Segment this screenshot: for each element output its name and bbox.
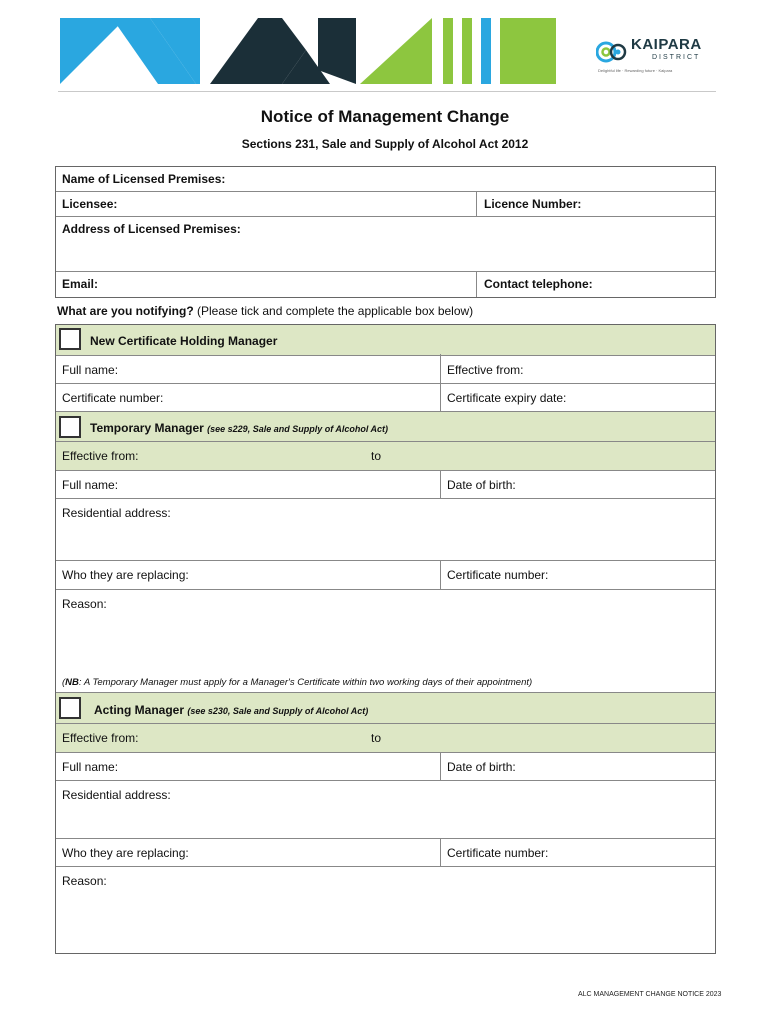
divider — [56, 470, 715, 471]
page-title: Notice of Management Change — [260, 107, 510, 126]
nb-text: : A Temporary Manager must apply for a Manager's Certificate within two working days of their appointment) — [78, 677, 533, 688]
logo-tagline: Delightful life · Rewarding future · Kaipara — [598, 68, 673, 73]
acting-dob-field[interactable]: Date of birth: — [447, 760, 516, 774]
acting-replacing-field[interactable]: Who they are replacing: — [62, 846, 189, 860]
notify-instruction: (Please tick and complete the applicable box below) — [197, 304, 474, 318]
new-manager-effective-from-field[interactable]: Effective from: — [447, 363, 524, 377]
email-field[interactable]: Email: — [62, 277, 99, 291]
temporary-certificate-number-field[interactable]: Certificate number: — [447, 568, 549, 582]
contact-telephone-field[interactable]: Contact telephone: — [484, 277, 593, 291]
temporary-replacing-field[interactable]: Who they are replacing: — [62, 568, 189, 582]
divider — [56, 866, 715, 867]
acting-certificate-number-field[interactable]: Certificate number: — [447, 846, 549, 860]
divider — [56, 441, 715, 442]
temporary-effective-from-field[interactable]: Effective from: — [62, 449, 139, 463]
acting-manager-title: Acting Manager — [94, 703, 185, 717]
section-title-acting-manager — [94, 703, 368, 717]
new-manager-checkbox[interactable] — [59, 328, 81, 350]
premises-address-field[interactable]: Address of Licensed Premises: — [62, 222, 241, 236]
acting-to-field[interactable]: to — [371, 731, 382, 745]
licence-number-field[interactable]: Licence Number: — [484, 197, 582, 211]
header-banner — [0, 0, 770, 92]
notify-prompt — [57, 304, 473, 318]
acting-full-name-field[interactable]: Full name: — [62, 760, 119, 774]
acting-manager-note: (see s230, Sale and Supply of Alcohol Act) — [187, 706, 369, 716]
section-title-temporary-manager — [90, 421, 388, 435]
temporary-manager-note-text: (NB: A Temporary Manager must apply for a Manager's Certificate within two working days of their appointment) — [62, 677, 533, 688]
notify-question: What are you notifying? — [57, 304, 194, 318]
divider — [56, 589, 715, 590]
divider — [56, 383, 715, 384]
acting-reason-field[interactable]: Reason: — [62, 874, 107, 888]
divider — [56, 355, 715, 356]
divider — [56, 560, 715, 561]
swirl-icon — [596, 39, 628, 65]
logo-name: KAIPARA — [631, 36, 702, 53]
new-manager-certificate-expiry-field[interactable]: Certificate expiry date: — [447, 391, 567, 405]
licensee-field[interactable]: Licensee: — [62, 197, 118, 211]
kaipara-logo — [596, 36, 720, 82]
temporary-to-field[interactable]: to — [371, 449, 382, 463]
temporary-dob-field[interactable]: Date of birth: — [447, 478, 516, 492]
premises-name-field[interactable]: Name of Licensed Premises: — [62, 172, 226, 186]
temporary-full-name-field[interactable]: Full name: — [62, 478, 119, 492]
temporary-reason-field[interactable]: Reason: — [62, 597, 107, 611]
divider — [56, 498, 715, 499]
acting-manager-checkbox[interactable] — [59, 697, 81, 719]
header-divider — [58, 91, 716, 92]
divider — [56, 838, 715, 839]
divider — [56, 752, 715, 753]
temporary-manager-note: (see s229, Sale and Supply of Alcohol Act) — [207, 424, 389, 434]
acting-effective-from-field[interactable]: Effective from: — [62, 731, 139, 745]
section-title-new-manager: New Certificate Holding Manager — [90, 334, 278, 348]
new-manager-certificate-number-field[interactable]: Certificate number: — [62, 391, 164, 405]
nb-label: NB — [65, 677, 79, 688]
footer-document-code: ALC MANAGEMENT CHANGE NOTICE 2023 — [578, 991, 722, 998]
temporary-manager-title: Temporary Manager — [90, 421, 204, 435]
divider — [440, 354, 441, 355]
divider — [56, 723, 715, 724]
temporary-address-field[interactable]: Residential address: — [62, 506, 171, 520]
temporary-manager-checkbox[interactable] — [59, 416, 81, 438]
acting-address-field[interactable]: Residential address: — [62, 788, 171, 802]
new-manager-full-name-field[interactable]: Full name: — [62, 363, 119, 377]
logo-district: DISTRICT — [652, 54, 701, 61]
divider — [56, 780, 715, 781]
page-subtitle: Sections 231, Sale and Supply of Alcohol Act 2012 — [241, 137, 529, 151]
